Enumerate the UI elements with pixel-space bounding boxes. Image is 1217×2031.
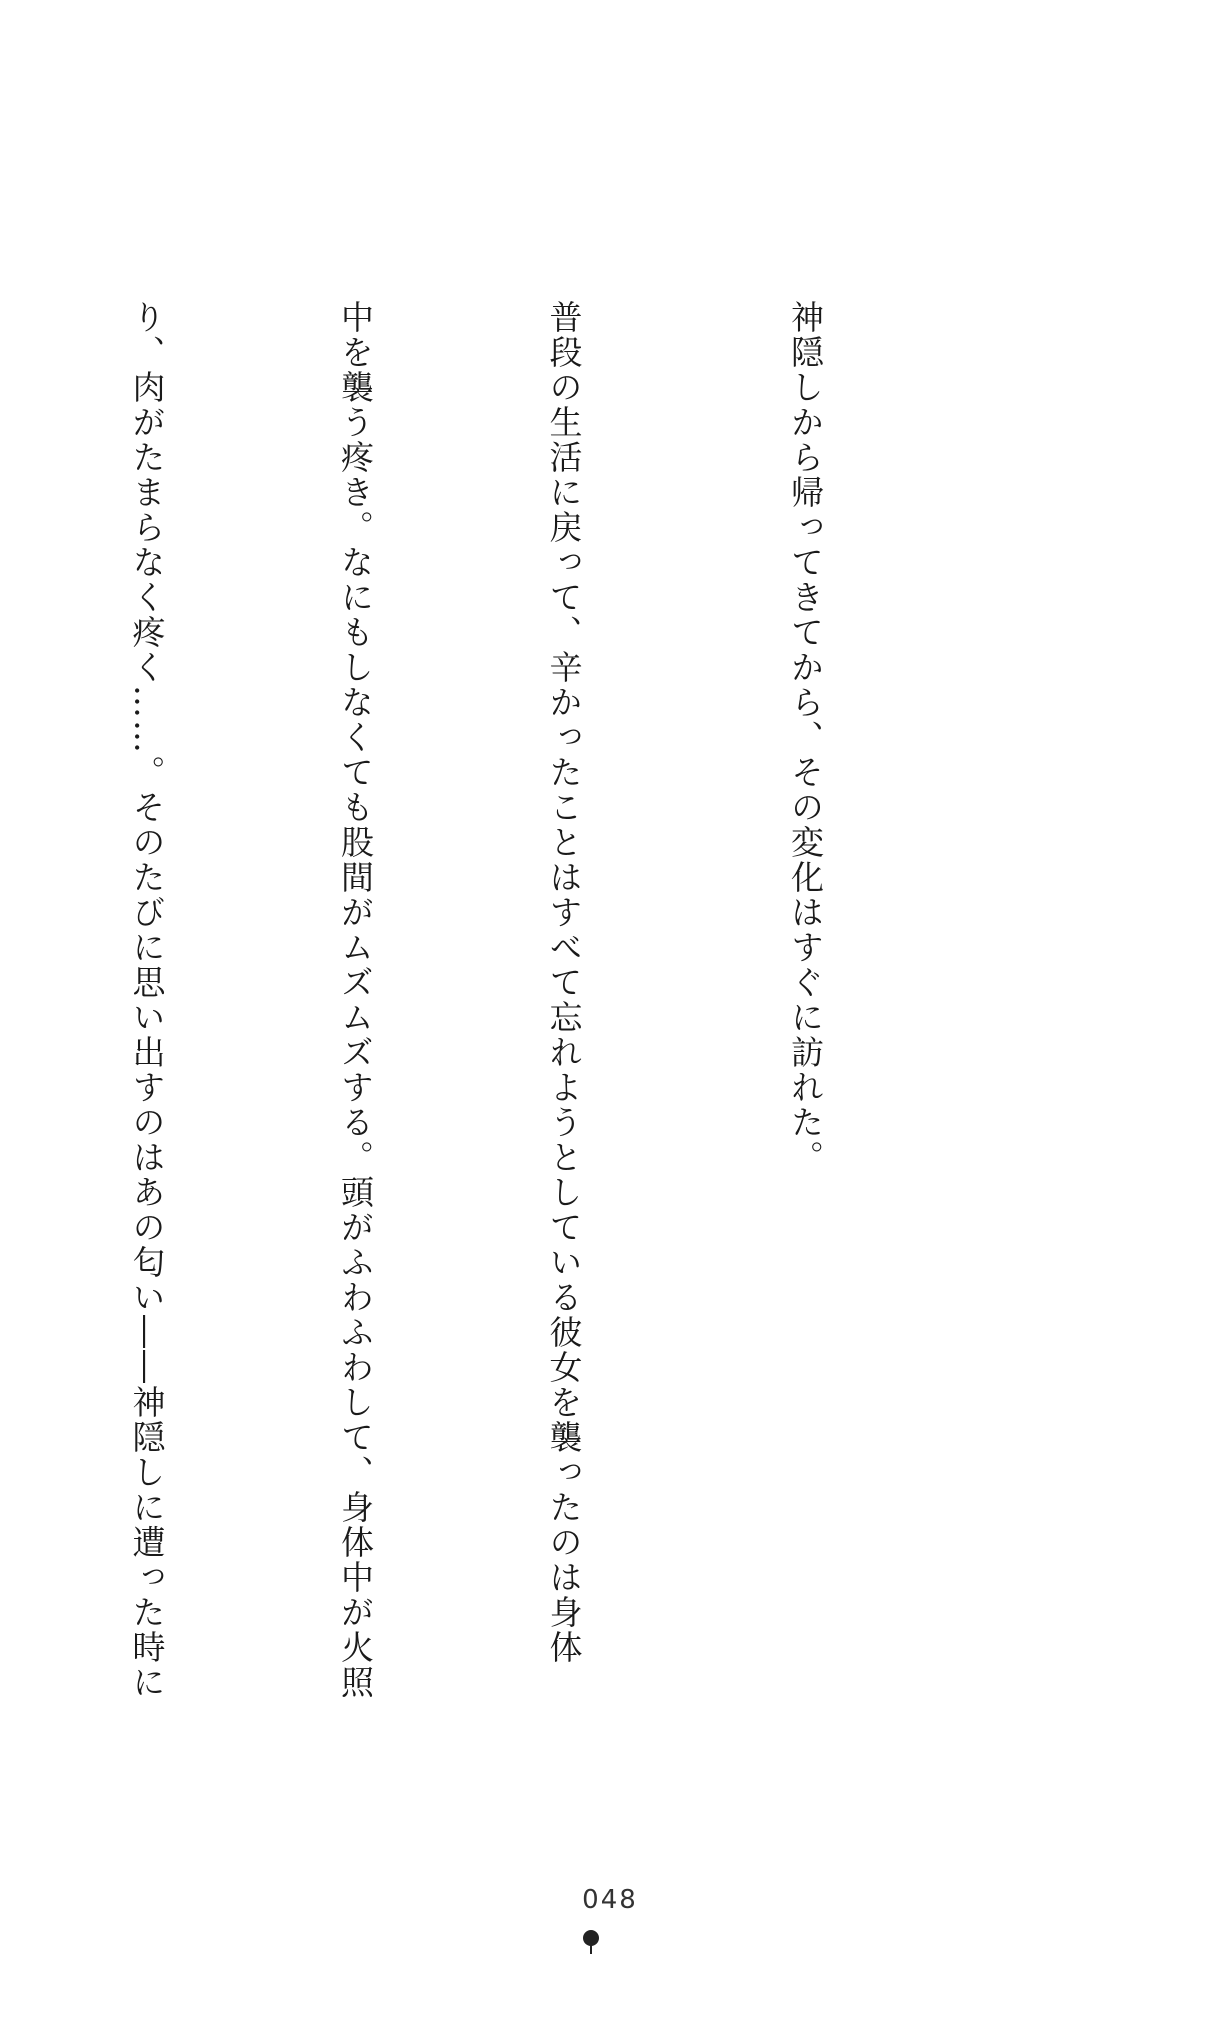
- text-line: 中を襲う疼き。なにもしなくても股間がムズムズする。頭がふわふわして、身体中が火照: [336, 300, 375, 1700]
- text-line: り、肉がたまらなく疼く……。そのたびに思い出すのはあの匂い――神隠しに遭った時に: [127, 300, 167, 1700]
- page-marker-icon: [583, 1930, 599, 1946]
- text-line: 神隠しから帰ってきてから、その変化はすぐに訪れた。: [786, 300, 825, 1175]
- page-number: 048: [582, 1885, 638, 1915]
- text-line: 普段の生活に戻って、辛かったことはすべて忘れようとしている彼女を襲ったのは身体: [544, 300, 584, 1665]
- body-text: [0, 300, 1012, 1700]
